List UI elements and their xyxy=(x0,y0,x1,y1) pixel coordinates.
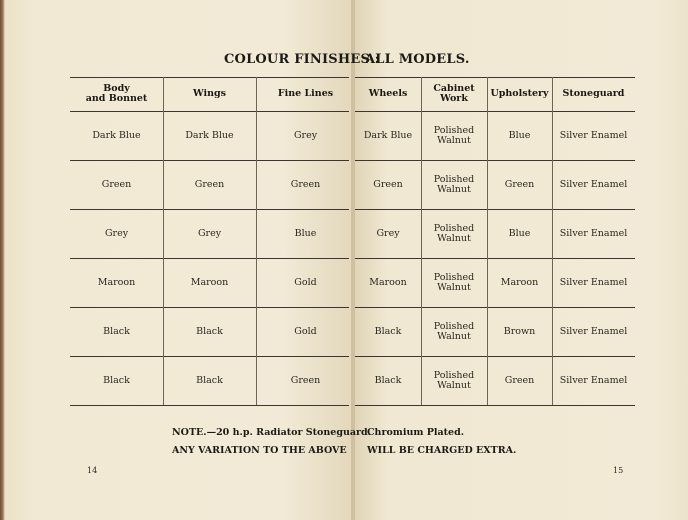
column-header-wings xyxy=(163,77,256,111)
cell-text-line: Blue xyxy=(508,129,531,141)
table-cell-wheels xyxy=(355,160,421,209)
table-cell-body xyxy=(70,307,163,356)
cell-text-line: Dark Blue xyxy=(363,129,413,141)
cell-text-line: Polished xyxy=(433,369,475,381)
table-cell-wings xyxy=(163,258,256,307)
cell-text-line: Polished xyxy=(433,271,475,283)
cell-text-line: Blue xyxy=(508,227,531,239)
cell-text-line: Walnut xyxy=(437,232,471,244)
page-title-left: COLOUR FINISHES : xyxy=(224,52,380,67)
cell-text-line: Black xyxy=(103,325,130,337)
table-cell-body xyxy=(70,258,163,307)
cell-text-line: Green xyxy=(290,374,321,386)
cell-text-line: Polished xyxy=(433,222,475,234)
column-header-stoneguard xyxy=(552,77,635,111)
cell-text-line: Brown xyxy=(503,325,536,337)
table-cell-wings xyxy=(163,209,256,258)
cell-text-line: Polished xyxy=(433,320,475,332)
cell-text-line: Green xyxy=(504,374,535,386)
cell-text-line: Walnut xyxy=(437,330,471,342)
table-cell-wings xyxy=(163,307,256,356)
table-cell-cabinet-work xyxy=(421,160,487,209)
table-cell-fine-lines xyxy=(256,209,355,258)
table-cell-stoneguard xyxy=(552,209,635,258)
cell-text-line: Black xyxy=(374,374,402,386)
table-cell-body xyxy=(70,209,163,258)
table-cell-upholstery xyxy=(487,356,552,405)
column-header-wheels xyxy=(355,77,421,111)
cell-text-line: Black xyxy=(374,325,402,337)
cell-text-line: Maroon xyxy=(500,276,539,288)
cell-text-line: Green xyxy=(373,178,403,190)
cell-text-line: Walnut xyxy=(437,379,471,391)
table-cell-body xyxy=(70,111,163,160)
table-cell-stoneguard xyxy=(552,111,635,160)
table-cell-stoneguard xyxy=(552,356,635,405)
note-right-line1: Chromium Plated. xyxy=(367,427,465,438)
cell-text-line: Maroon xyxy=(369,276,407,288)
cell-text-line: Green xyxy=(504,178,535,190)
cell-text-line: Black xyxy=(196,325,223,337)
table-cell-wheels xyxy=(355,209,421,258)
page-number-right: 15 xyxy=(613,466,624,475)
note-left-line2: ANY VARIATION TO THE ABOVE xyxy=(172,445,347,456)
cell-text-line: Grey xyxy=(376,227,400,239)
cell-text-line: Body xyxy=(103,83,130,94)
table-cell-wings xyxy=(163,356,256,405)
table-cell-fine-lines xyxy=(256,111,355,160)
cell-text-line: Black xyxy=(103,374,130,386)
cell-text-line: Silver Enamel xyxy=(559,129,628,141)
table-cell-upholstery xyxy=(487,111,552,160)
table-cell-cabinet-work xyxy=(421,356,487,405)
cell-text-line: Gold xyxy=(294,325,317,337)
table-cell-stoneguard xyxy=(552,258,635,307)
table-cell-upholstery xyxy=(487,307,552,356)
cell-text-line: Wings xyxy=(192,88,226,99)
table-cell-cabinet-work xyxy=(421,111,487,160)
note-left-line1: NOTE.—20 h.p. Radiator Stoneguard. xyxy=(172,427,371,438)
cell-text-line: and Bonnet xyxy=(85,93,148,104)
cell-text-line: Maroon xyxy=(190,276,229,288)
cell-text-line: Work xyxy=(440,93,468,104)
table-cell-wings xyxy=(163,160,256,209)
cell-text-line: Black xyxy=(196,374,223,386)
table-cell-wheels xyxy=(355,258,421,307)
cell-text-line: Green xyxy=(290,178,321,190)
table-cell-upholstery xyxy=(487,209,552,258)
table-cell-upholstery xyxy=(487,160,552,209)
cell-text-line: Silver Enamel xyxy=(559,178,628,190)
cell-text-line: Dark Blue xyxy=(185,129,234,141)
cell-text-line: Maroon xyxy=(97,276,136,288)
table-cell-fine-lines xyxy=(256,258,355,307)
cell-text-line: Grey xyxy=(293,129,318,141)
cell-text-line: Grey xyxy=(104,227,129,239)
cell-text-line: Upholstery xyxy=(490,88,549,99)
cell-text-line: Blue xyxy=(294,227,317,239)
table-cell-body xyxy=(70,160,163,209)
cell-text-line: Polished xyxy=(433,173,475,185)
cell-text-line: Wheels xyxy=(368,88,408,99)
cell-text-line: Green xyxy=(101,178,132,190)
page-number-left: 14 xyxy=(87,466,98,475)
cell-text-line: Walnut xyxy=(437,183,471,195)
table-cell-fine-lines xyxy=(256,356,355,405)
cell-text-line: Silver Enamel xyxy=(559,227,628,239)
cell-text-line: Fine Lines xyxy=(277,88,334,99)
table-cell-cabinet-work xyxy=(421,307,487,356)
column-header-fine-lines xyxy=(256,77,355,111)
table-rule xyxy=(355,405,635,406)
table-cell-cabinet-work xyxy=(421,209,487,258)
table-cell-fine-lines xyxy=(256,160,355,209)
table-cell-wheels xyxy=(355,111,421,160)
cell-text-line: Dark Blue xyxy=(92,129,141,141)
page-title-right: ALL MODELS. xyxy=(365,52,470,67)
column-header-upholstery xyxy=(487,77,552,111)
table-rule xyxy=(70,405,349,406)
cell-text-line: Gold xyxy=(294,276,317,288)
cell-text-line: Stoneguard xyxy=(562,88,625,99)
cell-text-line: Silver Enamel xyxy=(559,374,628,386)
cell-text-line: Grey xyxy=(197,227,222,239)
cell-text-line: Silver Enamel xyxy=(559,325,628,337)
table-cell-stoneguard xyxy=(552,160,635,209)
cell-text-line: Walnut xyxy=(437,281,471,293)
cell-text-line: Green xyxy=(194,178,225,190)
table-cell-fine-lines xyxy=(256,307,355,356)
table-cell-upholstery xyxy=(487,258,552,307)
table-cell-wheels xyxy=(355,356,421,405)
column-header-body xyxy=(70,77,163,111)
table-cell-wings xyxy=(163,111,256,160)
book-edge xyxy=(0,0,5,520)
cell-text-line: Silver Enamel xyxy=(559,276,628,288)
note-right-line2: WILL BE CHARGED EXTRA. xyxy=(367,445,517,456)
table-cell-stoneguard xyxy=(552,307,635,356)
cell-text-line: Polished xyxy=(433,124,475,136)
table-cell-wheels xyxy=(355,307,421,356)
cell-text-line: Walnut xyxy=(437,134,471,146)
table-cell-body xyxy=(70,356,163,405)
cell-text-line: Cabinet xyxy=(433,83,475,94)
table-cell-cabinet-work xyxy=(421,258,487,307)
column-header-cabinet-work xyxy=(421,77,487,111)
